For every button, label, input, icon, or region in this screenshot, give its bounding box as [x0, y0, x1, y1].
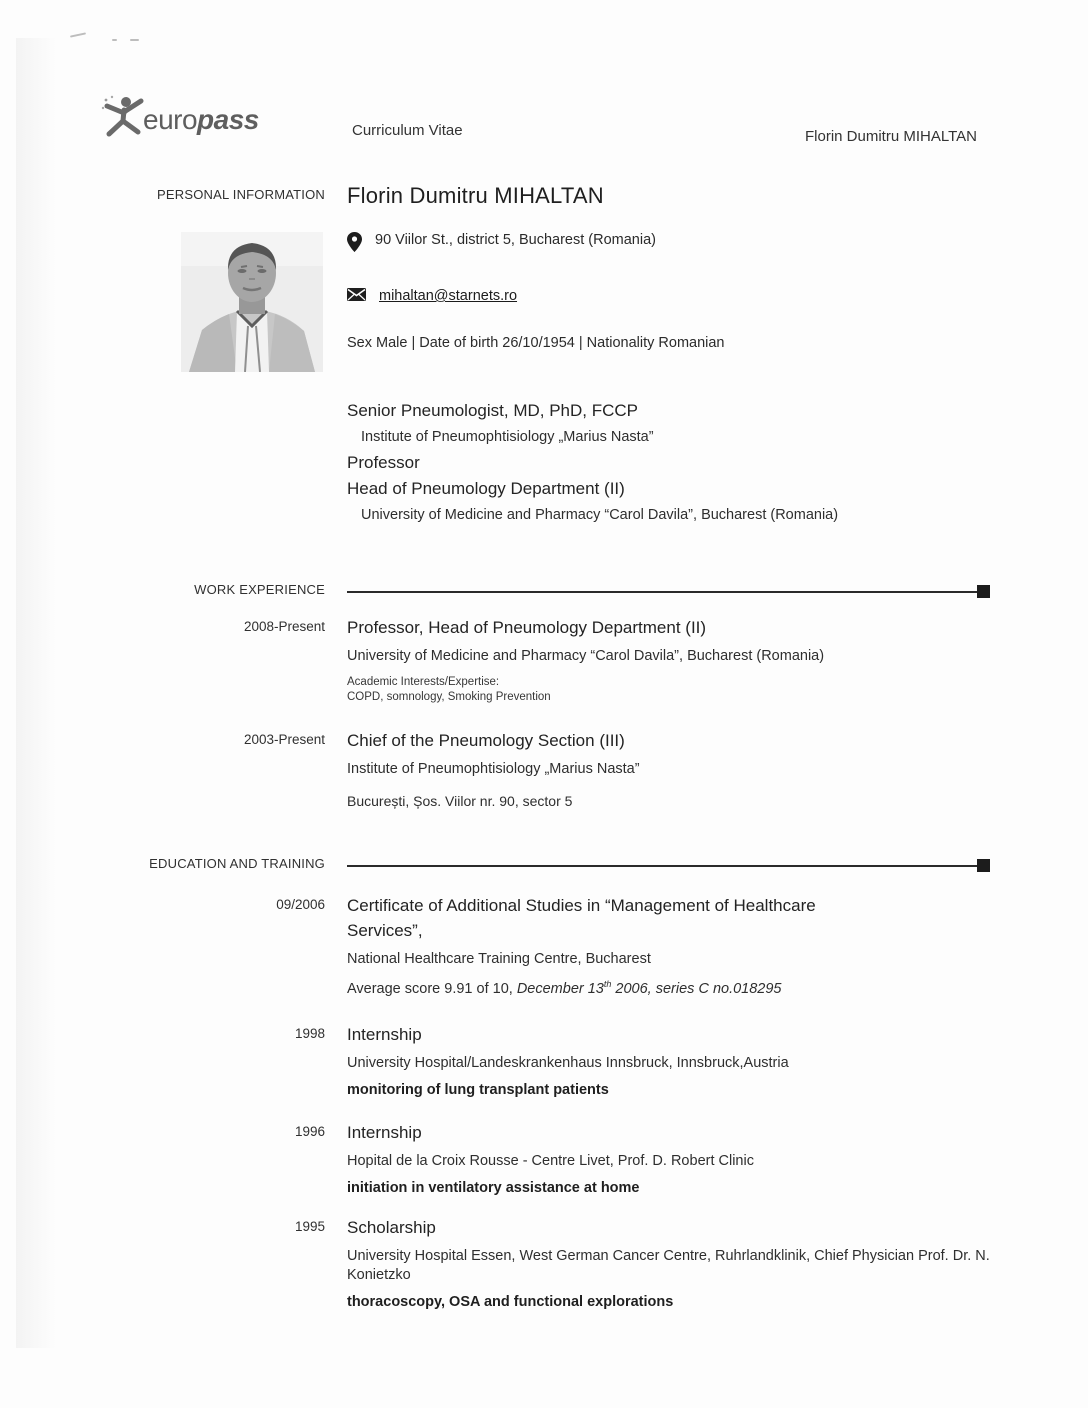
professional-titles	[347, 398, 1010, 528]
logo-pass-text: pass	[197, 103, 259, 135]
rule-end-square	[977, 859, 990, 872]
entry-title: Certificate of Additional Studies in “Management of Healthcare Services”,	[347, 896, 816, 940]
address-text: 90 Viilor St., district 5, Bucharest (Romania)	[375, 232, 656, 248]
title-role: Head of Pneumology Department (II)	[347, 479, 625, 498]
demographics-text: Sex Male | Date of birth 26/10/1954 | Nationality Romanian	[347, 335, 725, 351]
entry-organisation: University Hospital Essen, West German Cancer Centre, Ruhrlandklinik, Chief Physician Prof. Dr. N. Konietzko	[347, 1248, 990, 1283]
envelope-icon	[347, 288, 366, 305]
entry-title: Professor, Head of Pneumology Department (II)	[347, 618, 707, 637]
title-role: Senior Pneumologist, MD, PhD, FCCP	[347, 401, 638, 420]
entry-date: 2003-Present	[243, 732, 325, 747]
education-entry	[0, 1022, 1010, 1098]
education-section-label: EDUCATION AND TRAINING	[149, 856, 325, 871]
logo-euro-text: euro	[143, 103, 198, 135]
section-rule	[347, 585, 1010, 598]
entry-date: 1996	[294, 1124, 325, 1139]
email-row	[347, 288, 1010, 305]
personal-section-label: PERSONAL INFORMATION	[157, 187, 325, 202]
entry-title: Internship	[347, 1025, 422, 1044]
section-rule	[347, 859, 1010, 872]
pencil-mark	[130, 39, 139, 41]
entry-organisation: University of Medicine and Pharmacy “Carol Davila”, Bucharest (Romania)	[347, 648, 825, 664]
education-entry	[0, 893, 1010, 997]
europass-logo	[98, 94, 259, 145]
entry-organisation: University Hospital/Landeskrankenhaus Innsbruck, Innsbruck,Austria	[347, 1055, 789, 1071]
entry-score-line	[347, 979, 1010, 997]
entry-date: 1998	[294, 1026, 325, 1041]
entry-address: București, Șos. Viilor nr. 90, sector 5	[347, 793, 573, 809]
entry-organisation: Institute of Pneumophtisiology „Marius Nasta”	[347, 761, 640, 777]
entry-detail: monitoring of lung transplant patients	[347, 1082, 609, 1098]
rule-line	[347, 865, 977, 867]
education-entry	[0, 1215, 1010, 1310]
entry-title: Scholarship	[347, 1218, 436, 1237]
location-pin-icon	[347, 232, 362, 256]
entry-date: 09/2006	[276, 897, 325, 912]
entry-detail: thoracoscopy, OSA and functional explorations	[347, 1294, 674, 1310]
rule-end-square	[977, 585, 990, 598]
entry-note: COPD, somnology, Smoking Prevention	[347, 691, 551, 703]
entry-note: Academic Interests/Expertise:	[347, 676, 500, 688]
education-entry	[0, 1120, 1010, 1196]
title-role: Professor	[347, 453, 420, 472]
person-name-heading: Florin Dumitru MIHALTAN	[347, 183, 604, 208]
address-row	[347, 232, 1010, 256]
entry-title: Internship	[347, 1123, 422, 1142]
score-series: 2006, series C no.018295	[611, 980, 782, 997]
education-training-header	[0, 852, 1010, 872]
entry-date: 2008-Present	[243, 619, 325, 634]
entry-organisation: National Healthcare Training Centre, Bucharest	[347, 951, 651, 967]
score-prefix: Average score 9.91 of 10,	[347, 980, 517, 997]
europass-logo-text	[143, 104, 259, 136]
personal-information-section	[0, 183, 1010, 528]
entry-detail: initiation in ventilatory assistance at home	[347, 1180, 640, 1196]
pencil-mark	[112, 39, 117, 41]
email-link[interactable]: mihaltan@starnets.ro	[379, 288, 518, 304]
title-organisation: University of Medicine and Pharmacy “Carol Davila”, Bucharest (Romania)	[361, 507, 839, 523]
score-date: December 13	[516, 980, 604, 997]
entry-date: 1995	[294, 1219, 325, 1234]
score-ordinal-suffix: th	[603, 979, 612, 989]
rule-line	[347, 591, 977, 593]
personal-content-column	[347, 183, 1010, 528]
title-organisation: Institute of Pneumophtisiology „Marius Nasta”	[361, 429, 654, 445]
entry-organisation: Hopital de la Croix Rousse - Centre Livet, Prof. D. Robert Clinic	[347, 1153, 754, 1169]
pencil-mark	[70, 32, 86, 37]
entry-title: Chief of the Pneumology Section (III)	[347, 731, 625, 750]
personal-label-column	[0, 183, 325, 528]
work-experience-header	[0, 578, 1010, 598]
profile-photo	[181, 232, 323, 372]
header-person-name: Florin Dumitru MIHALTAN	[805, 128, 977, 145]
document-type-label: Curriculum Vitae	[352, 122, 463, 139]
work-section-label: WORK EXPERIENCE	[194, 582, 325, 597]
work-entry	[0, 728, 1010, 809]
work-entry	[0, 615, 1010, 705]
